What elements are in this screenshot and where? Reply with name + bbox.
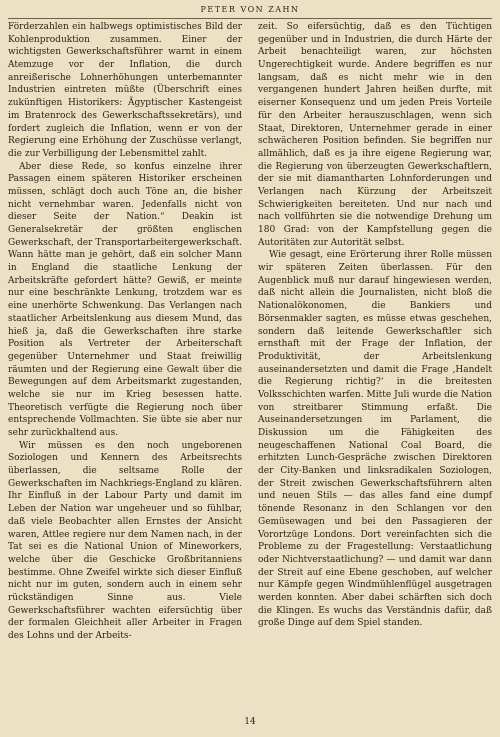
header-rule (8, 18, 492, 19)
right-column (258, 21, 492, 630)
paragraph: Förderzahlen ein halbwegs optimistisches Bild der Kohlenproduktion zusammen. Einer der wichtigsten Gewerkschaftsführer warnt in einem Atemzuge vor der Inflation, die durch anreißerische Lohnerhöhungen unterbemannter Industrien eintreten müßte (Überschrift eines zukünftigen Historikers: Ägyptischer Kastengeist im Bratenrock des Gewerkschaftssekretärs), und fordert zugleich die Inflation, wenn er von der Regierung eine Erhöhung der Zuschüsse verlangt, die zur Verbilligung der Lebensmittel zahlt. (8, 22, 242, 159)
paragraph: Aber diese Rede, so konfus einzelne ihrer Passagen einem späteren Historiker erscheinen müssen, schlägt doch auch Töne an, die bisher nicht vernehmbar waren. Jedenfalls nicht von dieser Seite der Nation.“ Deakin ist Generalsekretär der größten englischen Gewerkschaft, der Transportarbeitergewerkschaft. Wann hätte man je gehört, daß ein solcher Mann in England die staatliche Lenkung der Arbeitskräfte gefordert hätte? Gewiß, er meinte nur eine beschränkte Lenkung, trotzdem war es eine unerhörte Schwenkung. Das Verlangen nach staatlicher Arbeitslenkung aus diesem Mund, das hieß ja, daß die Gewerkschaften ihre starke Position als Vertreter der Arbeiterschaft gegenüber Unternehmer und Staat freiwillig räumten und der Regierung eine Gewalt über die Bewegungen auf dem Arbeitsmarkt zugestanden, welche sie nur im Krieg besessen hatte. Theoretisch verfügte die Regierung noch über entsprechende Vollmachten. Sie übte sie aber nur sehr zurückhaltend aus. (8, 161, 242, 438)
paragraph: Wir müssen es den noch ungeborenen Soziologen und Kennern des Arbeitsrechts überlassen, die seltsame Rolle der Gewerkschaften im Nachkriegs-England zu klären. Ihr Einfluß in der Labour Party und damit im Leben der Nation war ungeheuer und so fühlbar, daß viele Beobachter allen Ernstes der Ansicht waren, Attlee regiere nur dem Namen nach, in der Tat sei es die National Union of Mineworkers, welche über die Geschicke Großbritanniens bestimme. Ohne Zweifel wirkte sich dieser Einfluß nicht nur im guten, sondern auch in einem sehr rückständigen Sinne aus. Viele Gewerkschaftsführer wachten eifersüchtig über der formalen Gleichheit aller Arbeiter in Fragen des Lohns und der Arbeits- (8, 440, 242, 641)
paragraph: Wie gesagt, eine Erörterung ihrer Rolle müssen wir späteren Zeiten überlassen. Für den Augenblick muß nur darauf hingewiesen werden, daß nicht allein die Journalisten, nicht bloß die Nationalökonomen, die Bankiers und Börsenmakler sagten, es müsse etwas geschehen, sondern daß leitende Gewerkschaftler sich ernsthaft mit der Frage der Inflation, der Produktivität, der Arbeitslenkung auseinandersetzten und damit die Frage ‚Handelt die Regierung richtig?‘ in die breitesten Volksschichten warfen. Mitte Juli wurde die Nation von streitbarer Stimmung erfaßt. Die Auseinandersetzungen im Parlament, die Diskussion um die Fähigkeiten des neugeschaffenen National Coal Board, die erhitzten Lunch-Gespräche zwischen Direktoren der City-Banken und linksradikalen Soziologen, der Streit zwischen Gewerkschaftsführern alten und neuen Stils — das alles fand eine dumpf tönende Resonanz in den Schlangen vor den Gemüsewagen und bei den Passagieren der Vorortzüge Londons. Dort vereinfachten sich die Probleme zu der Fragestellung: Verstaatlichung oder Nichtverstaatlichung? — und damit war dann der Streit auf eine Ebene geschoben, auf welcher nur Kämpfe gegen Windmühlenflügel ausgetragen werden konnten. Aber dabei schärften sich doch die Klingen. Es wuchs das Verständnis dafür, daß große Dinge auf dem Spiel standen. (258, 250, 492, 629)
running-header: PETER VON ZAHN (200, 5, 300, 14)
page-number: 14 (244, 717, 256, 727)
paragraph: zeit. So eifersüchtig, daß es den Tüchtigen gegenüber und in Industrien, die durch Härte der Arbeit benachteiligt waren, zur höchsten Ungerechtigkeit wurde. Andere begriffen es nur langsam, daß es nicht mehr wie in den vergangenen hundert Jahren heißen durfte, mit eiserner Konsequenz und um jeden Preis Vorteile für den Arbeiter herauszuschlagen, wenn sich Staat, Direktoren, Unternehmer gerade in einer schwächeren Position befinden. Sie begriffen nur allmählich, daß es ja ihre eigene Regierung war, die Regierung von überzeugten Gewerkschaftlern, der sie mit diamantharten Lohnforderungen und Verlangen nach Kürzung der Arbeitszeit Schwierigkeiten bereiteten. Und nur nach und nach vollführten sie die notwendige Drehung um 180 Grad: von der Kampfstellung gegen die Autoritäten zur Autorität selbst. (258, 22, 492, 248)
left-column (8, 21, 242, 643)
